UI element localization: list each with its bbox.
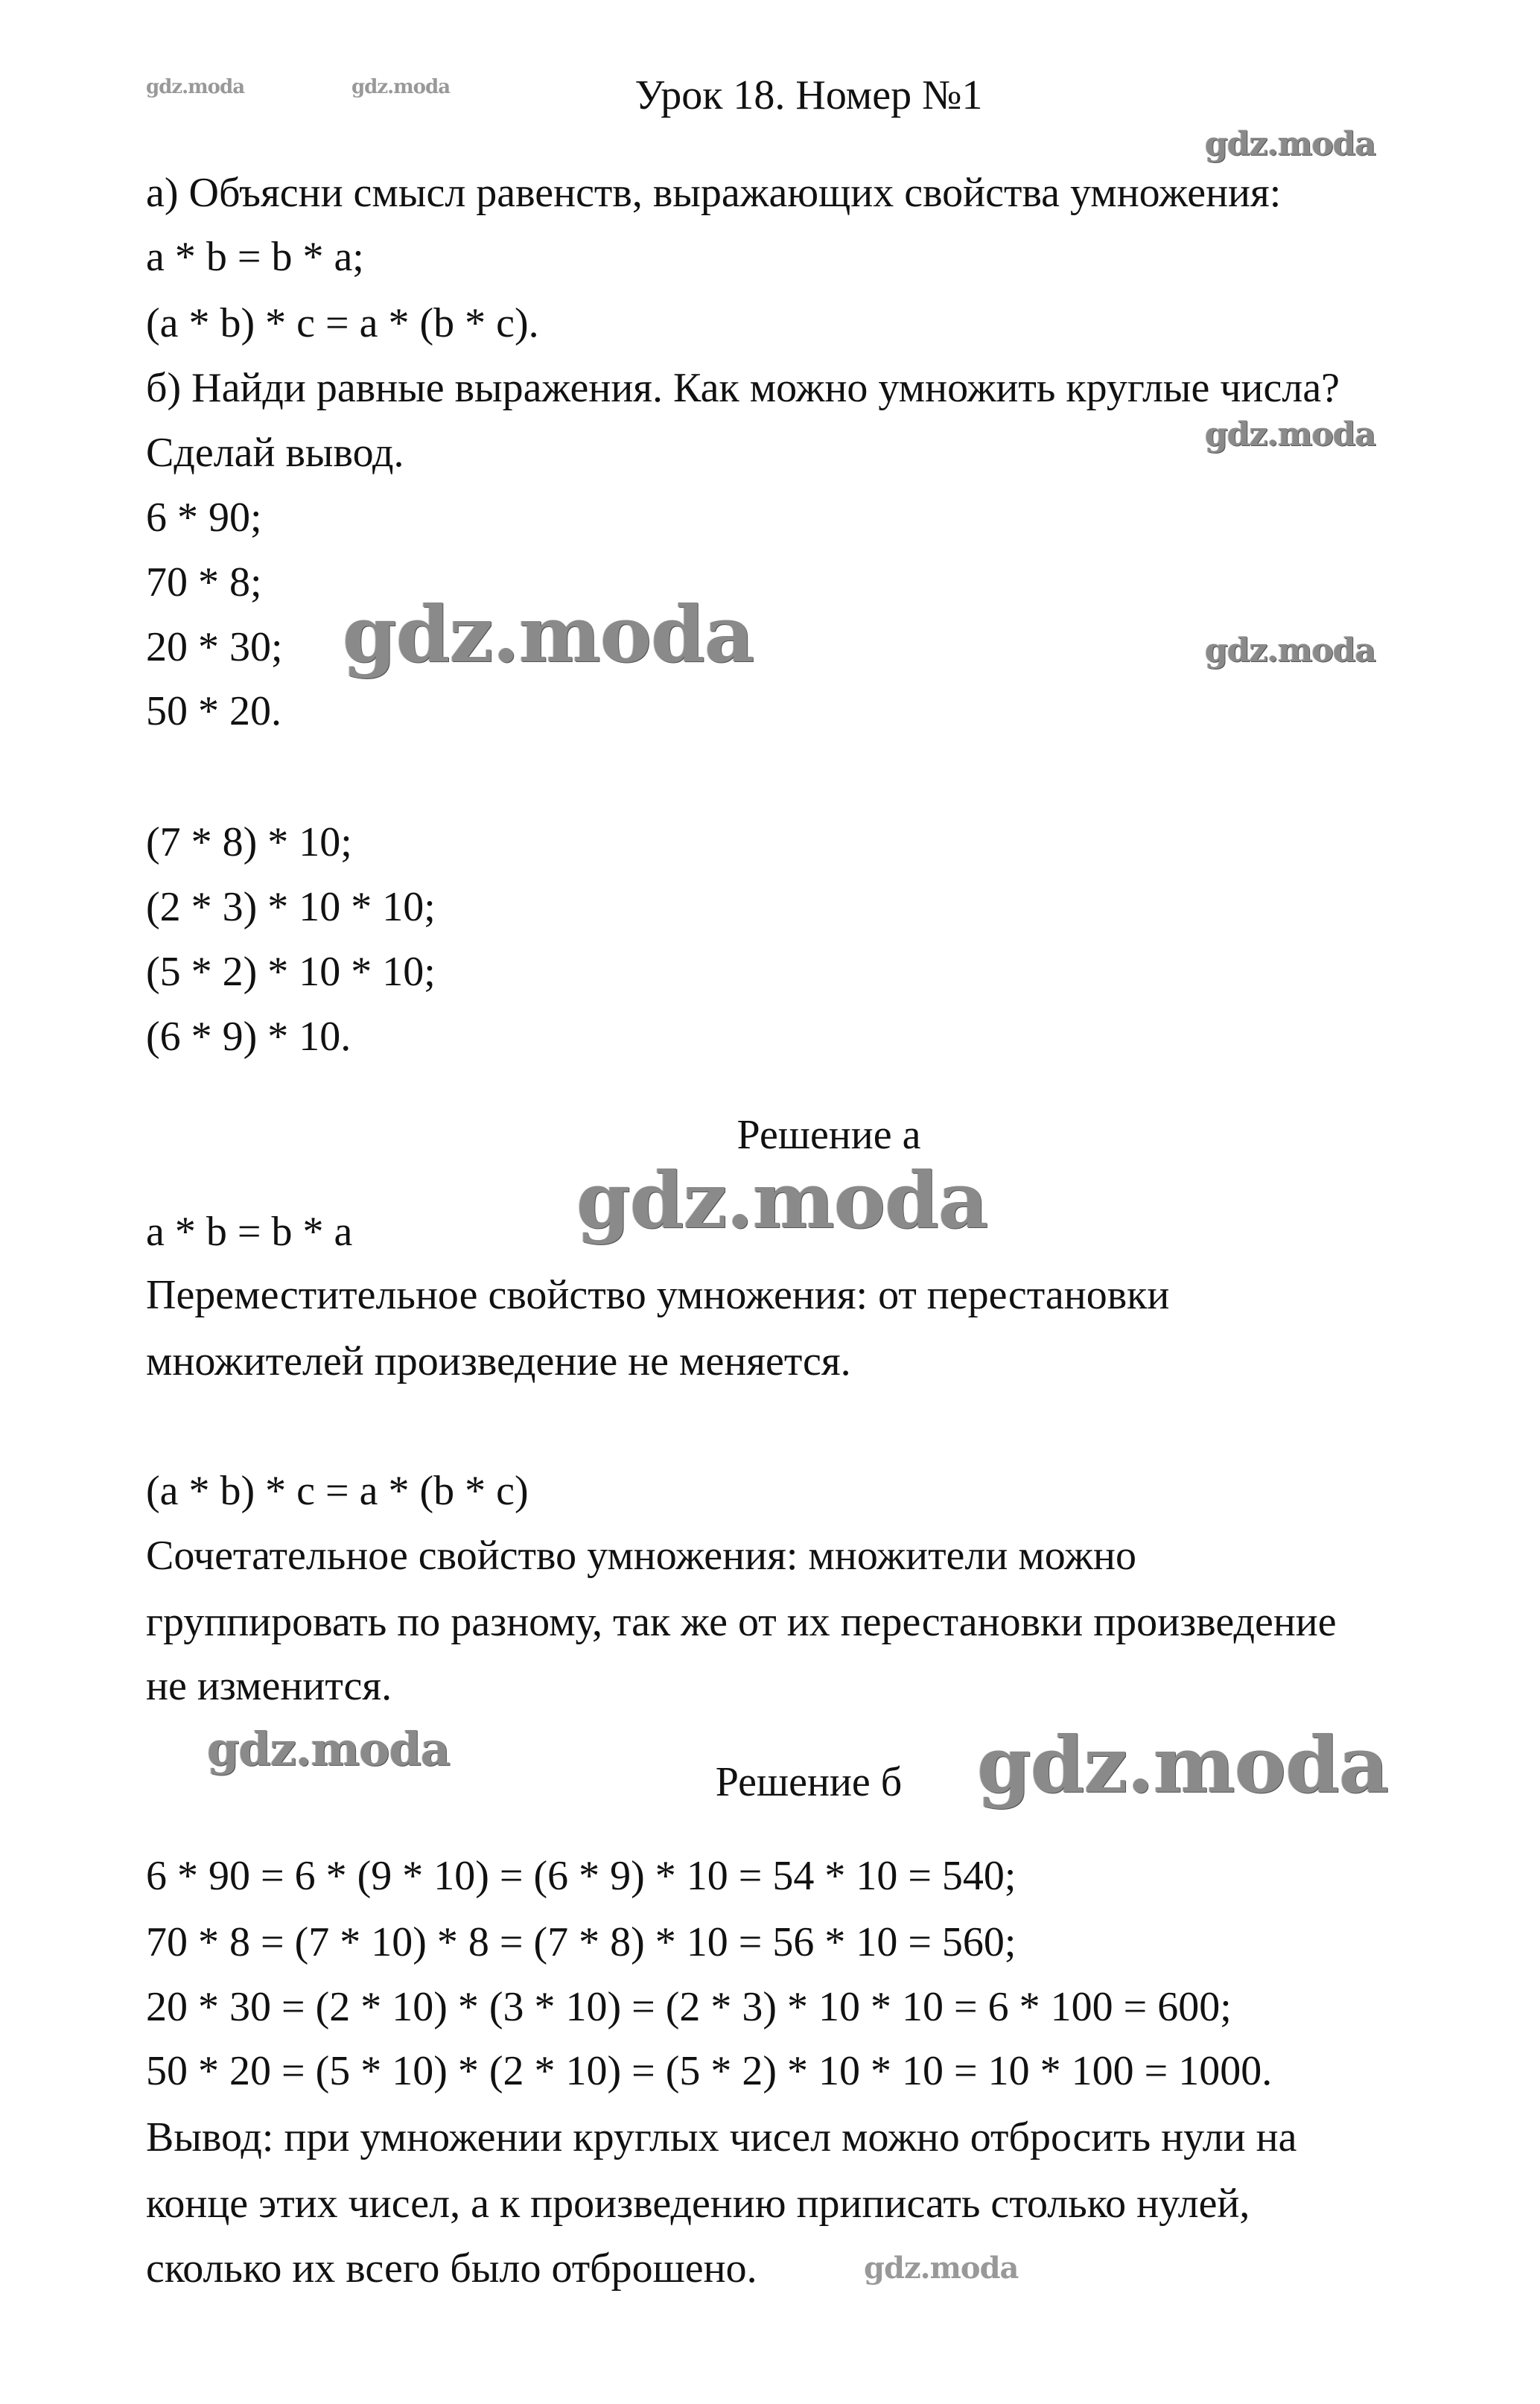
solution-a-line: не изменится. — [146, 1663, 392, 1709]
task-line: 70 * 8; — [146, 559, 262, 605]
task-line: (6 * 9) * 10. — [146, 1014, 351, 1060]
watermark: gdz.moda — [864, 2251, 1019, 2286]
task-line: Сделай вывод. — [146, 430, 404, 476]
task-line: 20 * 30; — [146, 624, 283, 670]
watermark: gdz.moda — [343, 588, 754, 680]
page-title: Урок 18. Номер №1 — [634, 72, 983, 118]
task-line: (5 * 2) * 10 * 10; — [146, 949, 436, 995]
watermark: gdz.moda — [1205, 632, 1376, 670]
watermark: gdz.moda — [351, 76, 451, 98]
task-line: а) Объясни смысл равенств, выражающих свойства умножения: — [146, 170, 1282, 216]
task-line: (2 * 3) * 10 * 10; — [146, 884, 436, 930]
solution-b-line: 20 * 30 = (2 * 10) * (3 * 10) = (2 * 3) * 10 * 10 = 6 * 100 = 600; — [146, 1984, 1232, 2030]
solution-b-line: 6 * 90 = 6 * (9 * 10) = (6 * 9) * 10 = 54 * 10 = 540; — [146, 1853, 1016, 1899]
solution-a-line: множителей произведение не меняется. — [146, 1338, 851, 1384]
solution-a-line: a * b = b * a — [146, 1209, 353, 1255]
solution-a-line: группировать по разному, так же от их перестановки произведение — [146, 1599, 1337, 1645]
solution-b-heading: Решение б — [715, 1759, 903, 1805]
solution-b-line: 70 * 8 = (7 * 10) * 8 = (7 * 8) * 10 = 56 * 10 = 560; — [146, 1919, 1016, 1965]
watermark: gdz.moda — [977, 1719, 1389, 1810]
watermark: gdz.moda — [146, 76, 245, 98]
task-line: a * b = b * a; — [146, 234, 364, 280]
solution-b-line: Вывод: при умножении круглых чисел можно отбросить нули на — [146, 2114, 1297, 2160]
task-line: (7 * 8) * 10; — [146, 819, 352, 865]
watermark: gdz.moda — [576, 1154, 988, 1246]
watermark: gdz.moda — [207, 1722, 450, 1776]
solution-b-line: 50 * 20 = (5 * 10) * (2 * 10) = (5 * 2) * 10 * 10 = 10 * 100 = 1000. — [146, 2048, 1273, 2094]
task-line: (a * b) * c = a * (b * c). — [146, 300, 539, 346]
solution-a-heading: Решение а — [736, 1112, 921, 1158]
watermark: gdz.moda — [1205, 416, 1376, 454]
solution-a-line: Переместительное свойство умножения: от перестановки — [146, 1272, 1170, 1318]
solution-b-line: сколько их всего было отброшено. — [146, 2245, 757, 2292]
task-line: 6 * 90; — [146, 495, 262, 541]
task-line: б) Найди равные выражения. Как можно умножить круглые числа? — [146, 365, 1340, 411]
solution-a-line: (a * b) * c = a * (b * c) — [146, 1468, 529, 1514]
solution-b-line: конце этих чисел, а к произведению приписать столько нулей, — [146, 2181, 1250, 2227]
task-line: 50 * 20. — [146, 688, 281, 734]
watermark: gdz.moda — [1205, 125, 1376, 163]
solution-a-line: Сочетательное свойство умножения: множители можно — [146, 1533, 1137, 1579]
